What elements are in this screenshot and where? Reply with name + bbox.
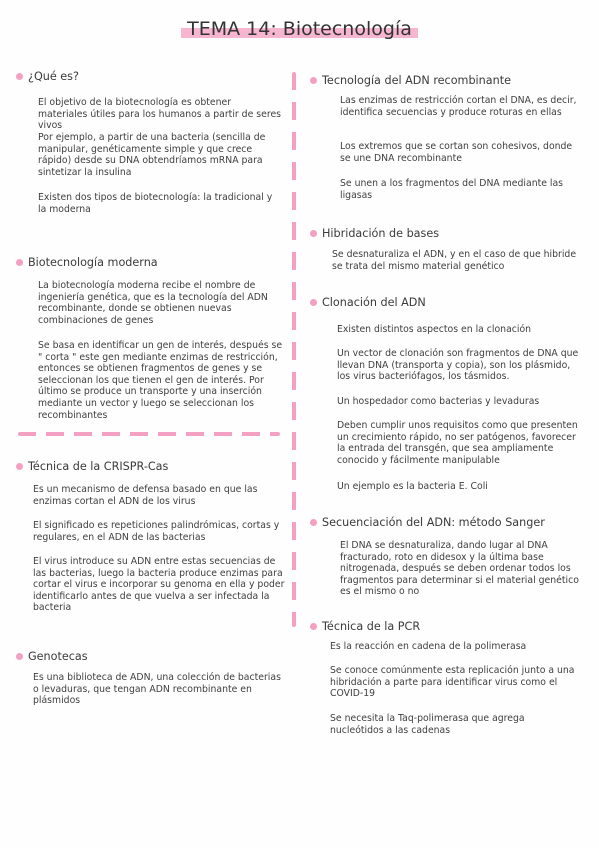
bullet-icon	[310, 519, 317, 526]
section-pcr	[310, 620, 585, 736]
section-que-es	[16, 70, 288, 215]
bullet-icon	[16, 73, 23, 80]
heading-text: Tecnología del ADN recombinante	[322, 74, 511, 87]
heading-text: Genotecas	[28, 650, 88, 663]
bullet-icon	[16, 259, 23, 266]
paragraph: Los extremos que se cortan son cohesivos, donde se une DNA recombinante	[340, 141, 573, 164]
section-heading	[310, 227, 585, 241]
vertical-divider	[292, 72, 296, 627]
paragraph: Deben cumplir unos requisitos como que presenten un crecimiento rápido, no ser patógenos, favorecer la entrada del transgén, que sea ampliamente conocido y fácilmente manipulable	[337, 420, 578, 466]
paragraph: Las enzimas de restricción cortan el DNA, es decir, identifica secuencias y produce roturas en ellas	[340, 95, 577, 118]
heading-text: Técnica de la PCR	[322, 620, 421, 633]
paragraph: Existen distintos aspectos en la clonación	[337, 324, 532, 335]
heading-text: Técnica de la CRISPR-Cas	[28, 460, 169, 473]
heading-text: Hibridación de bases	[322, 227, 440, 240]
bullet-icon	[16, 463, 23, 470]
section-heading	[310, 516, 585, 530]
paragraph: Por ejemplo, a partir de una bacteria (sencilla de manipular, genéticamente simple y que crece rápido) desde su DNA obtendríamos mRNA para sintetizar la insulina	[38, 132, 266, 178]
section-heading	[16, 70, 288, 84]
paragraph: Se basa en identificar un gen de interés, después se " corta " este gen mediante enzimas de restricción, entonces se obtienen fragmentos de genes y se seleccionan los que tienen el gen de interés. Por último se produce un transporte y una inserción mediante un vector y luego se seleccionan los recombinantes	[38, 340, 283, 421]
section-crispr	[16, 460, 288, 614]
paragraph: El virus introduce su ADN entre estas secuencias de las bacterias, luego la bacteria produce enzimas para cortar el virus e incorporar su genoma en ella y poder identificarlo antes de que vuelva a ser infectada la bacteria	[33, 556, 285, 614]
paragraph: Existen dos tipos de biotecnología: la tradicional y la moderna	[38, 192, 273, 215]
section-hibridacion	[310, 227, 585, 272]
section-heading	[310, 74, 585, 88]
paragraph: Se unen a los fragmentos del DNA mediante las ligasas	[340, 178, 564, 201]
section-genotecas	[16, 650, 288, 707]
heading-text: Secuenciación del ADN: método Sanger	[322, 516, 545, 529]
heading-text: Biotecnología moderna	[28, 256, 158, 269]
paragraph: El significado es repeticiones palindrómicas, cortas y regulares, en el ADN de las bacterias	[33, 520, 280, 543]
bullet-icon	[310, 623, 317, 630]
heading-text: Clonación del ADN	[322, 296, 426, 309]
section-heading	[16, 460, 288, 474]
paragraph: Se desnaturaliza el ADN, y en el caso de que hibride se trata del mismo material genético	[332, 249, 577, 272]
paragraph: Un ejemplo es la bacteria E. Coli	[337, 481, 488, 492]
bullet-icon	[16, 653, 23, 660]
bullet-icon	[310, 77, 317, 84]
section-sanger	[310, 516, 585, 598]
bullet-icon	[310, 299, 317, 306]
section-clonacion	[310, 296, 585, 492]
paragraph: Es un mecanismo de defensa basado en que las enzimas cortan el ADN de los virus	[33, 484, 258, 507]
paragraph: El objetivo de la biotecnología es obtener materiales útiles para los humanos a partir de seres vivos	[38, 97, 282, 132]
heading-text: ¿Qué es?	[28, 70, 79, 83]
section-adn-recombinante	[310, 74, 585, 201]
left-column	[16, 0, 288, 848]
paragraph: Un hospedador como bacterias y levaduras	[337, 396, 540, 407]
page-title: TEMA 14: Biotecnología	[181, 18, 418, 40]
section-heading	[310, 296, 585, 310]
bullet-icon	[310, 230, 317, 237]
paragraph: La biotecnología moderna recibe el nombre de ingeniería genética, que es la tecnología del ADN recombinante, donde se obtienen nuevas combinaciones de genes	[38, 280, 268, 326]
paragraph: Es la reacción en cadena de la polimerasa	[330, 641, 527, 652]
section-heading	[310, 620, 585, 634]
paragraph: Se conoce comúnmente esta replicación junto a una hibridación a parte para identificar virus como el COVID-19	[330, 665, 575, 700]
section-heading	[16, 650, 288, 664]
section-biotecnologia-moderna	[16, 256, 288, 421]
right-column	[310, 0, 585, 848]
paragraph: Es una biblioteca de ADN, una colección de bacterias o levaduras, que tengan ADN recombinante en plásmidos	[33, 672, 281, 707]
paragraph: Un vector de clonación son fragmentos de DNA que llevan DNA (transporta y copia), son los plásmido, los virus bacteriófagos, los tásmidos.	[337, 348, 579, 383]
paragraph: El DNA se desnaturaliza, dando lugar al DNA fracturado, roto en didesox y la última base nitrogenada, después se deben ordenar todos los fragmentos para determinar si el material genético es el mismo o no	[340, 540, 579, 598]
section-heading	[16, 256, 288, 270]
paragraph: Se necesita la Taq-polimerasa que agrega nucleótidos a las cadenas	[330, 713, 525, 736]
